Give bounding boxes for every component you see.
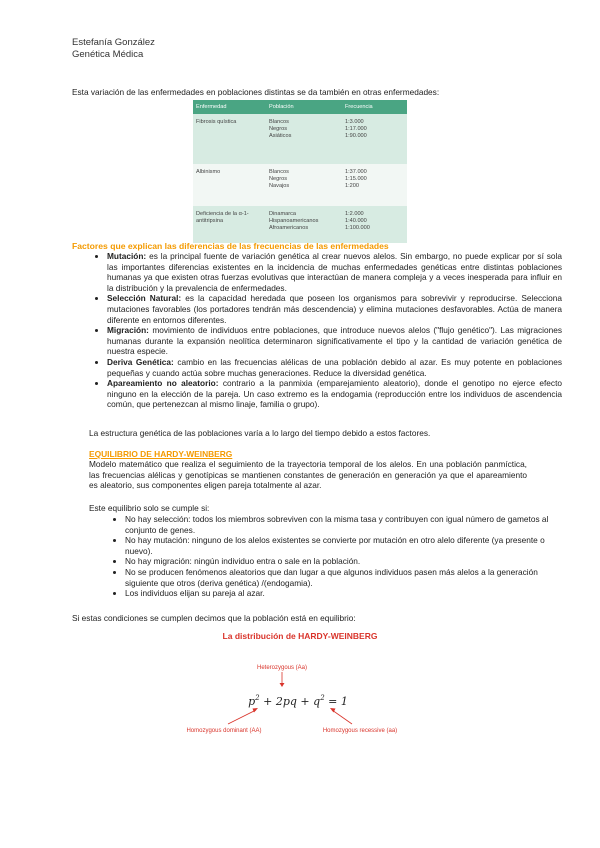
population-cell	[266, 206, 342, 243]
frequency-value: 1:17.000	[345, 126, 367, 132]
frequency-cell	[342, 206, 407, 243]
equation-p: p	[248, 695, 256, 708]
disease-frequency-table	[193, 100, 407, 243]
arrow-icon	[253, 708, 259, 713]
factor-term: Apareamiento no aleatorio:	[107, 378, 219, 389]
equation-superscript: 2	[255, 694, 260, 702]
author-name: Estefanía González	[72, 37, 155, 48]
frequency-value: 1:40.000	[345, 218, 367, 224]
equation-middle: + 2pq +	[259, 695, 314, 708]
table-header-disease: Enfermedad	[193, 100, 266, 114]
factor-text: es la principal fuente de variación genética al crear nuevos alelos. Sin embargo, no puede explicar por sí sola las importantes diferencias existentes en la incidencia de muchas enfermedades genéticas entre distintas poblaciones humanas ya que existen otras fuerzas evolutivas que interactúan de manera compleja y a veces inesperada para influir en la distribución y la prevalencia de enfermedades.	[107, 251, 562, 293]
list-item: • No hay migración: ningún individuo entra o sale en la población.	[125, 556, 563, 567]
population-value: Hispanoamericanos	[269, 218, 319, 224]
conditions-intro: Este equilibrio solo se cumple si:	[89, 503, 210, 513]
conditions-list	[89, 514, 563, 599]
factor-text: contrario a la panmixia (emparejamiento aleatorio), donde el genotipo no ejerce efecto ninguno en la elección de la pareja. Un caso extremo es la endogamia (reproducción entre los individuos de ascendencia común, que pertenezcan al mismo linaje, familia o grupo).	[107, 378, 562, 410]
population-cell	[266, 164, 342, 206]
frequency-cell	[342, 164, 407, 206]
list-item	[107, 251, 562, 293]
hw-description: Modelo matemático que realiza el seguimiento de la trayectoria temporal de los alelos. En una población panmíctica, las frecuencias alélicas y genotípicas se mantienen constantes de generación en generación ya que el apareamiento es aleatorio, sus componentes eligen pareja totalmente al azar.	[89, 459, 527, 491]
structure-paragraph: La estructura genética de las poblaciones varía a lo largo del tiempo debido a estos factores.	[89, 428, 431, 438]
homozygous-dominant-pointer	[228, 710, 256, 724]
table-row	[193, 164, 407, 206]
table-row	[193, 114, 407, 164]
heterozygous-label: Heterozygous (Aa)	[256, 665, 308, 671]
equation-end: = 1	[324, 695, 348, 708]
figure-title: La distribución de HARDY-WEINBERG	[222, 631, 378, 641]
factor-text: movimiento de individuos entre poblaciones, que introduce nuevos alelos ("flujo genético"). Las migraciones humanas durante la expansión neolítica determinaron significativamente el tipo y la cantidad de variación genética de nuestra especie.	[107, 325, 562, 357]
factors-list	[72, 251, 562, 410]
list-item: • No se producen fenómenos aleatorios que dan lugar a que algunos individuos pasen más alelos a la generación siguiente que otros (deriva genética) /(endogamia).	[125, 567, 563, 588]
homozygous-recessive-label: Homozygous recessive (aa)	[322, 728, 398, 734]
table-header-frequency: Frecuencia	[342, 100, 407, 114]
population-value: Negros	[269, 176, 288, 182]
population-value: Blancos	[269, 119, 289, 125]
population-cell	[266, 114, 342, 164]
frequency-value: 1:15.000	[345, 176, 367, 182]
list-item: • Los individuos elijan su pareja al azar.	[125, 588, 563, 599]
frequency-value: 1:2.000	[345, 211, 364, 217]
disease-cell: Deficiencia de la α-1-antitripsina	[193, 206, 266, 243]
list-item	[107, 325, 562, 357]
hardy-weinberg-figure	[150, 624, 450, 739]
population-value: Blancos	[269, 169, 289, 175]
list-item	[107, 378, 562, 410]
population-value: Navajos	[269, 183, 290, 189]
frequency-value: 1:200	[345, 183, 359, 189]
factor-text: es la capacidad heredada que poseen los organismos para sobrevivir y reproducirse. Selecciona mutaciones favorables (los portadores tendrán más descendencia) y elimina mutaciones desfavorables. Actúa de manera diferente en entornos diferentes.	[107, 293, 562, 325]
section-title: Factores que explican las diferencias de las frecuencias de las enfermedades	[72, 241, 389, 251]
population-value: Asiáticos	[269, 133, 292, 139]
population-value: Negros	[269, 126, 288, 132]
disease-cell: Albinismo	[193, 164, 266, 206]
hw-section-title: EQUILIBRIO DE HARDY-WEINBERG	[89, 449, 233, 459]
homozygous-recessive-pointer	[332, 710, 352, 724]
intro-paragraph: Esta variación de las enfermedades en poblaciones distintas se da también en otras enfermedades:	[72, 87, 440, 97]
equilibrium-paragraph: Si estas condiciones se cumplen decimos que la población está en equilibrio:	[72, 613, 356, 623]
table-row	[193, 206, 407, 243]
equation-superscript: 2	[320, 694, 325, 702]
list-item: • No hay selección: todos los miembros sobreviven con la misma tasa y contribuyen con igual número de gametos al conjunto de genes.	[125, 514, 563, 535]
population-value: Afroamericanos	[269, 225, 309, 231]
factor-term: Migración:	[107, 325, 149, 336]
factor-text: cambio en las frecuencias alélicas de una población debido al azar. Es muy potente en poblaciones pequeñas y cuando actúa sobre muchas generaciones. Reduce la diversidad genética.	[107, 356, 562, 378]
list-item	[107, 293, 562, 325]
document-subject: Genética Médica	[72, 49, 144, 60]
frequency-value: 1:3.000	[345, 119, 364, 125]
frequency-value: 1:90.000	[345, 133, 367, 139]
hw-equation	[248, 694, 348, 708]
arrow-icon	[280, 683, 285, 687]
factor-term: Deriva Genética:	[107, 356, 174, 367]
disease-cell: Fibrosis quística	[193, 114, 266, 164]
frequency-value: 1:37.000	[345, 169, 367, 175]
frequency-cell	[342, 114, 407, 164]
homozygous-dominant-label: Homozygous dominant (AA)	[186, 728, 262, 734]
population-value: Dinamarca	[269, 211, 297, 217]
table-header-population: Población	[266, 100, 342, 114]
equation-q: q	[313, 695, 321, 708]
factor-term: Selección Natural:	[107, 293, 182, 304]
frequency-value: 1:100.000	[345, 225, 370, 231]
list-item	[107, 357, 562, 378]
list-item: • No hay mutación: ninguno de los alelos existentes se convierte por mutación en otro alelo diferente (ya presente o nuevo).	[125, 535, 563, 556]
factor-term: Mutación:	[107, 251, 147, 261]
